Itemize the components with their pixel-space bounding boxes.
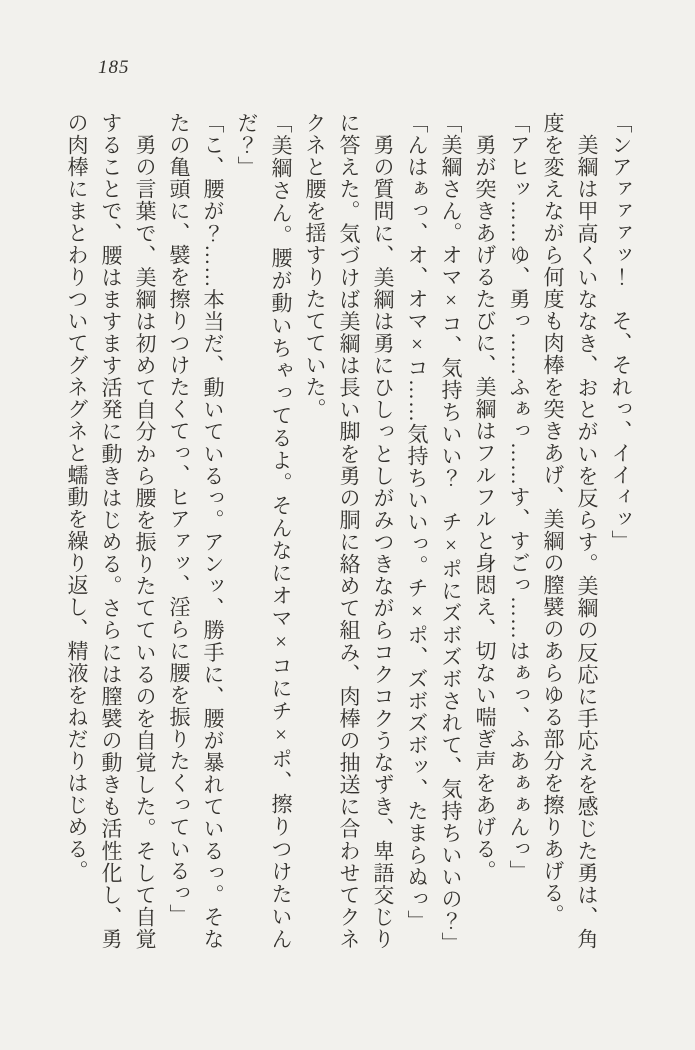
paragraph: 勇の質問に、美綱は勇にひしっとしがみつきながらコクコクうなずき、卑語交じりに答えた。気づけば美綱は長い脚を勇の胴に絡めて組み、肉棒の抽送に合わせてクネクネと腰を揺すりたてていた。: [303, 112, 395, 950]
paragraph: 「アヒッ……ゆ、勇っ……ふぁっ……す、すごっ……はぁっ、ふあぁぁんっ」: [507, 112, 531, 882]
paragraph: 「美綱さん。オマ×コ、気持ちいい？ チ×ポにズボズボされて、気持ちいいの？」: [439, 112, 463, 954]
page-number: 185: [98, 57, 130, 78]
paragraph: 「美綱さん。腰が動いちゃってるよ。そんなにオマ×コにチ×ポ、擦りつけたいんだ？」: [235, 112, 293, 950]
paragraph: 勇が突きあげるたびに、美綱はフルフルと身悶え、切ない喘ぎ声をあげる。: [473, 112, 497, 882]
paragraph: 美綱は甲高くいななき、おとがいを反らす。美綱の反応に手応えを感じた勇は、角度を変えながら何度も肉棒を突きあげ、美綱の膣襞のあらゆる部分を擦りあげる。: [541, 112, 599, 950]
paragraph: 勇の言葉で、美綱は初めて自分から腰を振りたてているのを自覚した。そして自覚することで、腰はますます活発に動きはじめる。さらには膣襞の動きも活性化し、勇の肉棒にまとわりついてグネグネと蠕動を繰り返し、精液をねだりはじめる。: [65, 112, 157, 951]
paragraph: 「こ、腰が？……本当だ、動いているっ。アンッ、勝手に、腰が暴れているっ。そなたの亀頭に、襞を擦りつけたくてっ、ヒアァッ、淫らに腰を振りたくっているっ」: [167, 112, 225, 950]
paragraph: 「んはぁっ、オ、オマ×コ……気持ちいいっ。チ×ポ、ズボズボッ、たまらぬっ」: [405, 112, 429, 932]
paragraph: 「ンアァァァッ！ そ、それっ、イイィッ」: [609, 112, 633, 552]
vertical-text-block: [60, 112, 638, 954]
